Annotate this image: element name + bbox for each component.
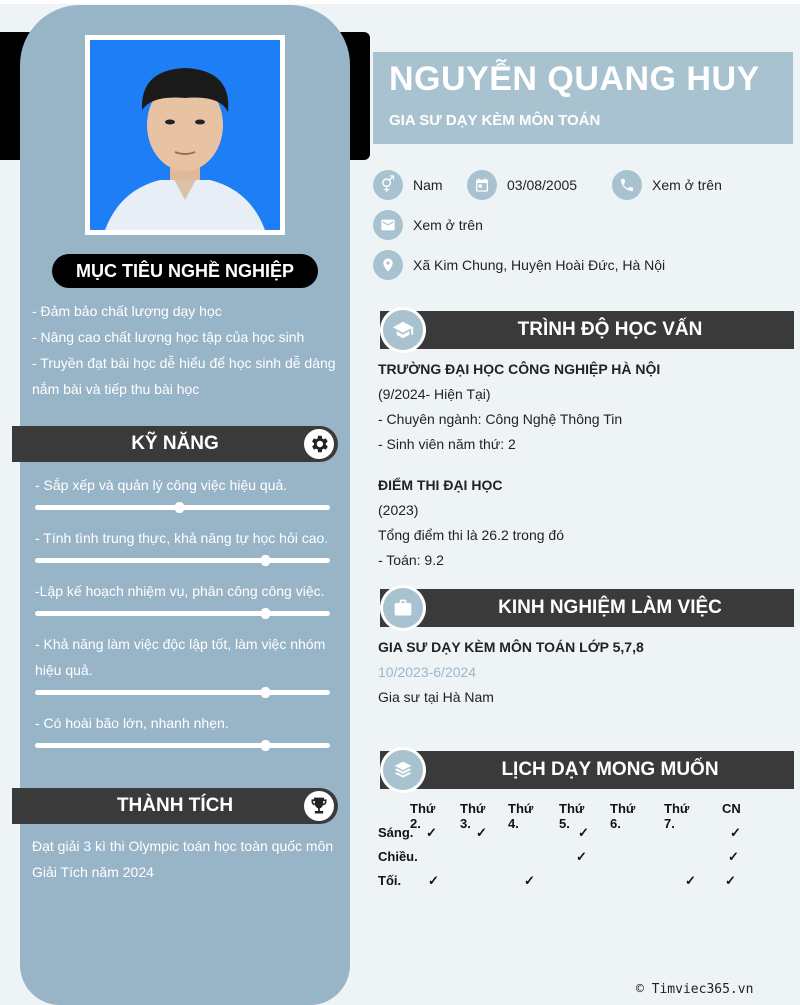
objective-list: [32, 298, 342, 402]
birthday-text: 03/08/2005: [507, 177, 578, 193]
person-portrait-icon: [90, 40, 280, 230]
schedule-day: Thứ 4.: [508, 801, 534, 831]
phone-text: Xem ở trên: [652, 177, 722, 193]
exam-section: [378, 473, 564, 573]
schedule-mark: ✓: [730, 825, 741, 840]
schedule-mark: ✓: [428, 873, 439, 888]
objective-line: - Nâng cao chất lượng học tập của học sinh: [32, 329, 305, 345]
schedule-day: CN: [722, 801, 741, 816]
calendar-icon: [467, 170, 497, 200]
achievements-text: Đạt giải 3 kì thi Olympic toán học toàn quốc môn Giải Tích năm 2024: [32, 838, 334, 880]
exam-title: ĐIỂM THI ĐẠI HỌC: [378, 477, 503, 493]
schedule-day: Thứ 3.: [460, 801, 486, 831]
schedule-day: Thứ 7.: [664, 801, 690, 831]
education-icon-circle: [380, 307, 426, 353]
schedule-row-label: Tối.: [378, 873, 402, 888]
schedule-mark: ✓: [725, 873, 736, 888]
skill-text: - Sắp xếp và quản lý công việc hiệu quả.: [35, 477, 288, 493]
layers-icon: [383, 750, 423, 790]
skill-slider-knob: [175, 502, 184, 513]
schedule-row-label: Chiều.: [378, 849, 418, 864]
school-period: (9/2024- Hiện Tại): [378, 386, 491, 402]
schedule-mark: ✓: [578, 825, 589, 840]
education-title: TRÌNH ĐỘ HỌC VẤN: [380, 311, 794, 349]
experience-section: [378, 635, 644, 710]
schedule-mark: ✓: [476, 825, 487, 840]
objective-line: - Đảm bảo chất lượng dạy học: [32, 303, 222, 319]
exam-math: - Toán: 9.2: [378, 552, 444, 568]
schedule-mark: ✓: [576, 849, 587, 864]
header: [373, 52, 793, 144]
briefcase-icon: [383, 588, 423, 628]
schedule-title: LỊCH DẠY MONG MUỐN: [380, 751, 794, 789]
schedule-mark: ✓: [728, 849, 739, 864]
education-section: [378, 357, 660, 457]
skill-text: - Có hoài bão lớn, nhanh nhẹn.: [35, 715, 229, 731]
gender-text: Nam: [413, 177, 443, 193]
skill-slider-knob: [261, 608, 270, 619]
schedule-row-label: Sáng.: [378, 825, 414, 840]
email-icon: [373, 210, 403, 240]
skill-slider: [35, 558, 330, 563]
objective-title: MỤC TIÊU NGHỀ NGHIỆP: [52, 254, 318, 288]
job-period: 10/2023-6/2024: [378, 664, 477, 680]
job-desc: Gia sư tại Hà Nam: [378, 689, 494, 705]
exam-total: Tổng điểm thi là 26.2 trong đó: [378, 527, 565, 543]
phone-icon: [612, 170, 642, 200]
skill-slider-knob: [261, 555, 270, 566]
address-text: Xã Kim Chung, Huyện Hoài Đức, Hà Nội: [413, 257, 666, 273]
skill-slider: [35, 743, 330, 748]
school-major: - Chuyên ngành: Công Nghệ Thông Tin: [378, 411, 623, 427]
schedule-day: Thứ 6.: [610, 801, 636, 831]
skill-slider-knob: [261, 687, 270, 698]
skill-text: -Lập kế hoạch nhiệm vụ, phân công công việc.: [35, 583, 325, 599]
graduation-cap-icon: [383, 310, 423, 350]
experience-title: KINH NGHIỆM LÀM VIỆC: [380, 589, 794, 627]
skill-text: - Khả năng làm việc độc lập tốt, làm việc nhóm hiệu quả.: [35, 636, 326, 678]
exam-year: (2023): [378, 502, 419, 518]
trophy-icon: [304, 791, 334, 821]
candidate-role: GIA SƯ DẠY KÈM MÔN TOÁN: [389, 112, 601, 129]
skill-text: - Tính tình trung thực, khả năng tự học hỏi cao.: [35, 530, 329, 546]
objective-line: - Truyền đạt bài học dễ hiểu để học sinh dễ dàng nắm bài và tiếp thu bài học: [32, 355, 336, 397]
skill-slider: [35, 611, 330, 616]
achievements-title-bar: [12, 788, 338, 824]
job-title: GIA SƯ DẠY KÈM MÔN TOÁN LỚP 5,7,8: [378, 639, 644, 655]
schedule-mark: ✓: [524, 873, 535, 888]
gear-icon: [304, 429, 334, 459]
schedule-icon-circle: [380, 747, 426, 793]
school-name: TRƯỜNG ĐẠI HỌC CÔNG NGHIỆP HÀ NỘI: [378, 361, 661, 377]
school-year: - Sinh viên năm thứ: 2: [378, 436, 516, 452]
email-text: Xem ở trên: [413, 217, 483, 233]
gender-icon: ⚥: [373, 170, 403, 200]
skill-slider-knob: [261, 740, 270, 751]
candidate-name: NGUYỄN QUANG HUY: [389, 60, 760, 98]
location-pin-icon: [373, 250, 403, 280]
skills-title: KỸ NĂNG: [131, 433, 219, 454]
skills-title-bar: [12, 426, 338, 462]
experience-icon-circle: [380, 585, 426, 631]
skill-slider: [35, 505, 330, 510]
footer-copyright: © Timviec365.vn: [636, 982, 754, 997]
schedule-day: Thứ 5.: [559, 801, 585, 831]
skill-slider: [35, 690, 330, 695]
avatar-photo: [90, 40, 280, 230]
achievements-title: THÀNH TÍCH: [116, 795, 234, 816]
schedule-mark: ✓: [426, 825, 437, 840]
avatar: [85, 35, 285, 235]
schedule-day: Thứ 2.: [410, 801, 436, 831]
schedule-mark: ✓: [685, 873, 696, 888]
